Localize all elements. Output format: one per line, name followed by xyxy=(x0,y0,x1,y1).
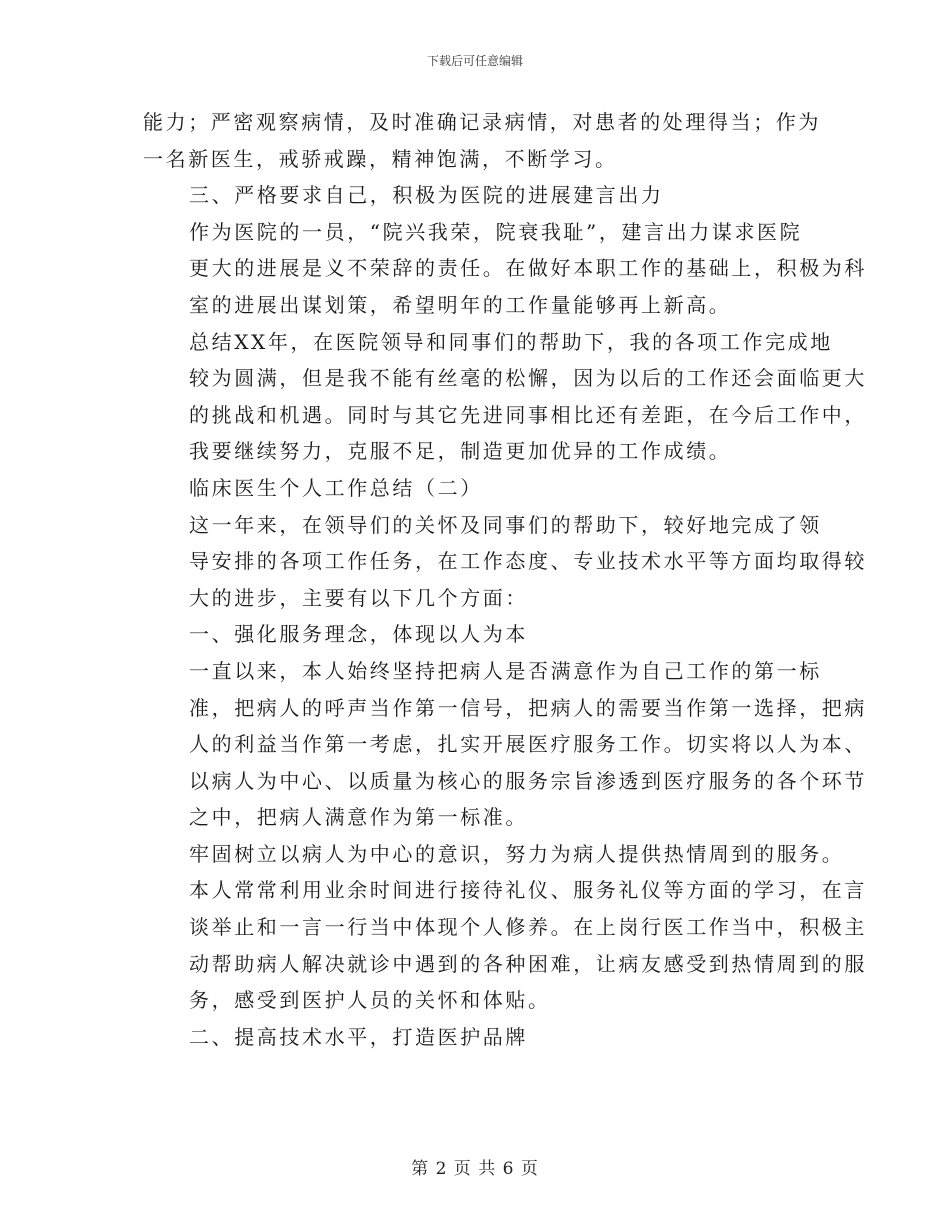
paragraph xyxy=(143,836,867,1019)
text-line: 一直以来，本人始终坚持把病人是否满意作为自己工作的第一标 xyxy=(189,658,822,683)
paragraph xyxy=(143,177,815,214)
text-line: 本人常常利用业余时间进行接待礼仪、服务礼仪等方面的学习，在言 xyxy=(189,878,867,903)
text-line: 二、提高技术水平，打造医护品牌 xyxy=(189,1024,528,1049)
page-number-footer: 第 2 页 共 6 页 xyxy=(411,1159,539,1179)
text-line: 临床医生个人工作总结（二） xyxy=(189,475,483,500)
text-line: 牢固树立以病人为中心的意识，努力为病人提供热情周到的服务。 xyxy=(189,841,845,866)
text-line: 总结XX年，在医院领导和同事们的帮助下，我的各项工作完成地 xyxy=(189,329,833,354)
text-line: 以病人为中心、以质量为核心的服务宗旨渗透到医疗服务的各个环节 xyxy=(189,768,867,793)
text-line: 室的进展出谋划策，希望明年的工作量能够再上新高。 xyxy=(189,292,732,317)
text-line: 动帮助病人解决就诊中遇到的各种困难，让病友感受到热情周到的服 xyxy=(189,951,867,976)
paragraph xyxy=(143,653,867,836)
text-line: 的挑战和机遇。同时与其它先进同事相比还有差距，在今后工作中， xyxy=(189,402,867,427)
text-line: 三、严格要求自己，积极为医院的进展建言出力 xyxy=(189,183,664,208)
text-line: 大的进步，主要有以下几个方面： xyxy=(189,585,528,610)
text-line: 人的利益当作第一考虑，扎实开展医疗服务工作。切实将以人为本、 xyxy=(189,732,867,757)
text-line: 导安排的各项工作任务，在工作态度、专业技术水平等方面均取得较 xyxy=(189,549,867,574)
text-line: 一、强化服务理念，体现以人为本 xyxy=(189,622,528,647)
paragraph xyxy=(143,507,867,617)
text-line: 之中，把病人满意作为第一标准。 xyxy=(189,805,528,830)
paragraph xyxy=(143,470,815,507)
text-line: 准，把病人的呼声当作第一信号，把病人的需要当作第一选择，把病 xyxy=(189,695,867,720)
paragraph xyxy=(143,324,867,470)
text-line: 能力；严密观察病情，及时准确记录病情，对患者的处理得当；作为 xyxy=(143,110,821,134)
text-line: 务，感受到医护人员的关怀和体贴。 xyxy=(189,988,551,1013)
paragraph xyxy=(143,104,821,177)
text-line: 这一年来，在领导们的关怀及同事们的帮助下，较好地完成了领 xyxy=(189,512,822,537)
paragraph xyxy=(143,214,867,324)
page-header: 下载后可任意编辑 xyxy=(426,54,523,68)
text-line: 作为医院的一员，“院兴我荣，院衰我耻”，建言出力谋求医院 xyxy=(189,219,803,244)
text-line: 我要继续努力，克服不足，制造更加优异的工作成绩。 xyxy=(189,439,732,464)
paragraph xyxy=(143,1019,815,1056)
paragraph xyxy=(143,616,815,653)
document-body xyxy=(143,104,867,1055)
text-line: 更大的进展是义不荣辞的责任。在做好本职工作的基础上，积极为科 xyxy=(189,256,867,281)
text-line: 一名新医生，戒骄戒躁，精神饱满，不断学习。 xyxy=(143,146,618,171)
text-line: 谈举止和一言一行当中体现个人修养。在上岗行医工作当中，积极主 xyxy=(189,915,867,940)
text-line: 较为圆满，但是我不能有丝毫的松懈，因为以后的工作还会面临更大 xyxy=(189,366,867,391)
